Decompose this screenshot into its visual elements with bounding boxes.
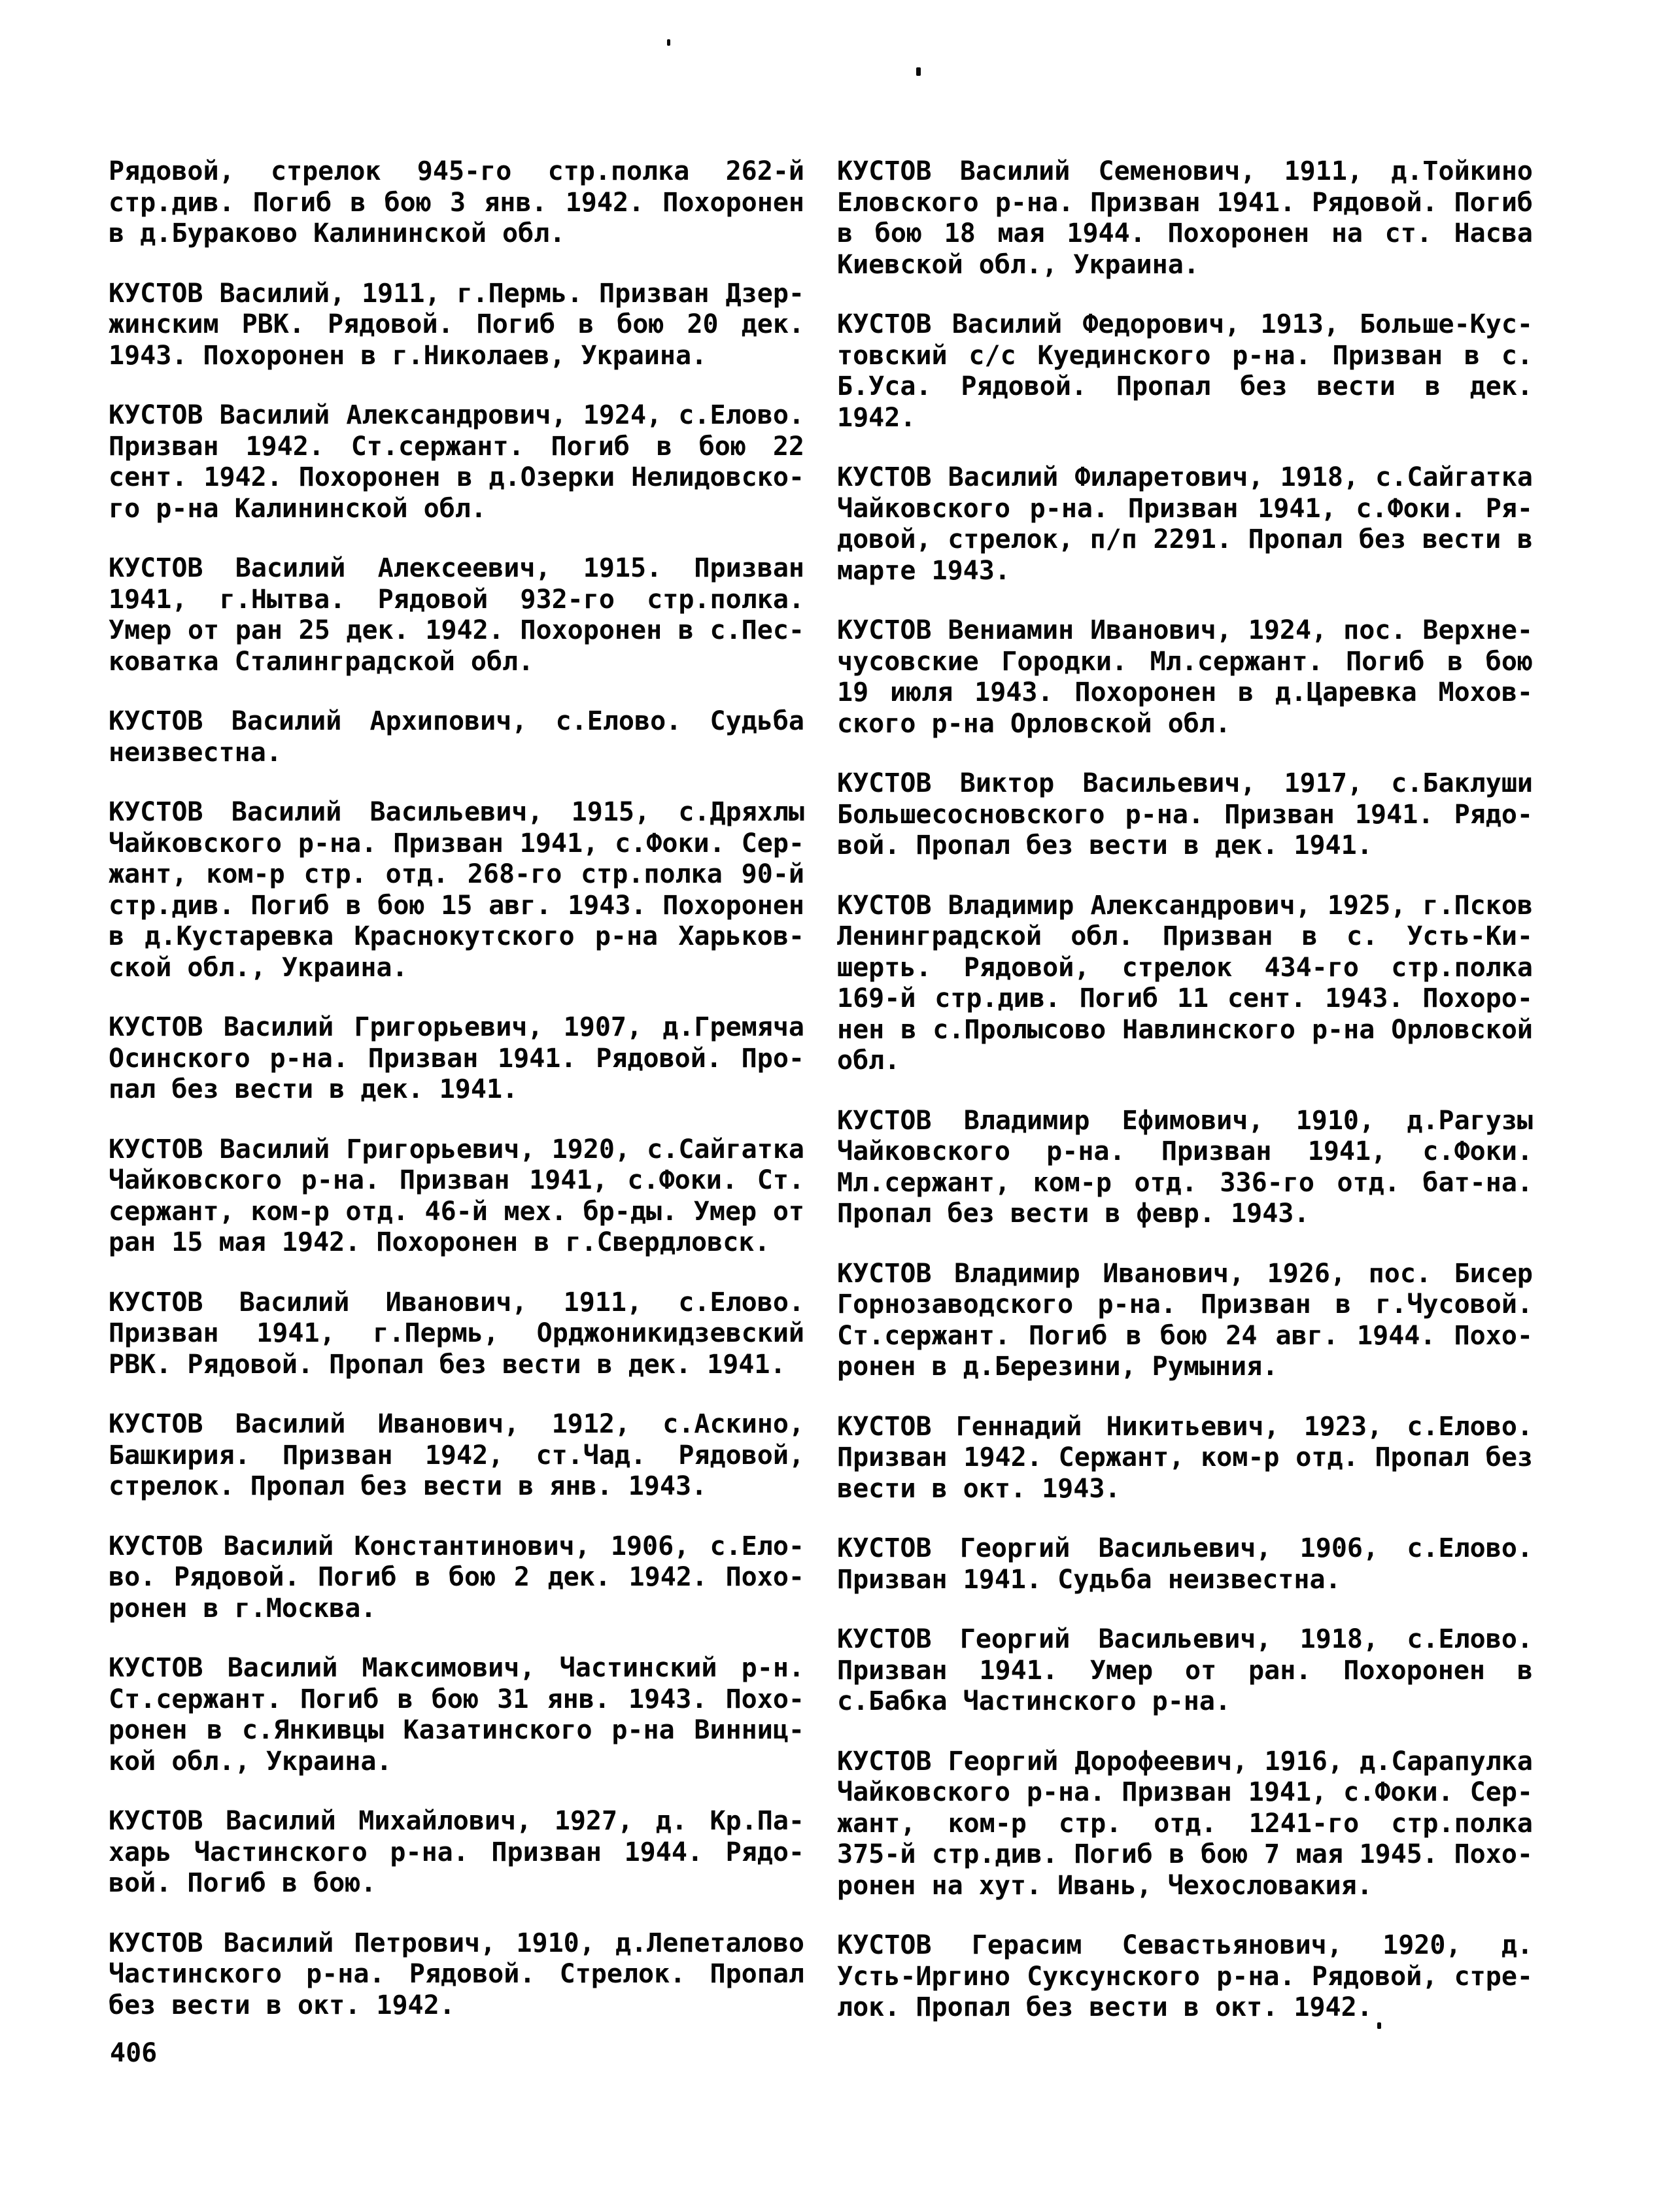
- memorial-entry: [109, 797, 804, 983]
- entry-line: обл.: [837, 1046, 900, 1076]
- entry-line: КУСТОВ Василий Константинович, 1906, с.Ело-: [109, 1531, 804, 1561]
- entry-line: КУСТОВ Василий Иванович, 1912, с.Аскино,: [109, 1409, 804, 1439]
- entry-line: сержант, ком-р отд. 46-й мех. бр-ды. Умер от: [109, 1196, 804, 1227]
- memorial-entry: [837, 615, 1533, 740]
- scan-speck: [916, 67, 921, 76]
- entry-line: в д.Кустаревка Краснокутского р-на Харьков-: [109, 921, 804, 951]
- entry-line: Ленинградской обл. Призван в с. Усть-Ки-: [837, 921, 1533, 951]
- memorial-entry: [837, 1533, 1533, 1595]
- entry-line: Чайковского р-на. Призван 1941, с.Фоки.: [837, 1136, 1533, 1166]
- entry-line: Чайковского р-на. Призван 1941, с.Фоки. Сер-: [109, 828, 804, 859]
- page-number: 406: [110, 2038, 158, 2068]
- entry-line: пал без вести в дек. 1941.: [109, 1074, 519, 1104]
- entry-line: чусовские Городки. Мл.сержант. Погиб в бою: [837, 646, 1533, 677]
- entry-line: сент. 1942. Похоронен в д.Озерки Нелидовско-: [109, 462, 804, 492]
- entry-line: КУСТОВ Василий Иванович, 1911, с.Елово.: [109, 1287, 804, 1318]
- memorial-entry: [109, 1531, 804, 1625]
- entry-line: Призван 1941, г.Пермь, Орджоникидзевский: [109, 1318, 804, 1348]
- entry-line: ронен в с.Янкивцы Казатинского р-на Винниц-: [109, 1715, 804, 1745]
- entry-line: КУСТОВ Василий Александрович, 1924, с.Елово.: [109, 400, 804, 430]
- entry-line: харь Частинского р-на. Призван 1944. Рядо-: [109, 1837, 804, 1867]
- entry-line: вой. Пропал без вести в дек. 1941.: [837, 830, 1373, 860]
- entry-line: Чайковского р-на. Призван 1941, с.Фоки. Сер-: [837, 1777, 1533, 1807]
- entry-line: ского р-на Орловской обл.: [837, 708, 1231, 739]
- entry-line: Ст.сержант. Погиб в бою 31 янв. 1943. Похо-: [109, 1684, 804, 1714]
- entry-line: КУСТОВ Георгий Дорофеевич, 1916, д.Сарапулка: [837, 1746, 1533, 1777]
- entry-line: ронен на хут. Ивань, Чехословакия.: [837, 1870, 1373, 1901]
- entry-line: КУСТОВ Владимир Иванович, 1926, пос. Бисер: [837, 1258, 1533, 1289]
- entry-line: Призван 1941. Судьба неизвестна.: [837, 1564, 1341, 1595]
- memorial-entry: [109, 1134, 804, 1259]
- entry-line: Пропал без вести в февр. 1943.: [837, 1199, 1310, 1229]
- entry-line: 375-й стр.див. Погиб в бою 7 мая 1945. Похо-: [837, 1839, 1533, 1869]
- entry-line: товский с/с Куединского р-на. Призван в с.: [837, 340, 1533, 371]
- entry-line: Мл.сержант, ком-р отд. 336-го отд. бат-на.: [837, 1167, 1533, 1198]
- column-left: [109, 156, 804, 2050]
- entry-line: Усть-Иргино Суксунского р-на. Рядовой, стре-: [837, 1961, 1533, 1992]
- entry-line: 1941, г.Нытва. Рядовой 932-го стр.полка.: [109, 584, 804, 615]
- entry-line: КУСТОВ Вениамин Иванович, 1924, пос. Верхне-: [837, 615, 1533, 645]
- entry-line: нен в с.Пролысово Навлинского р-на Орловской: [837, 1014, 1533, 1045]
- entry-line: без вести в окт. 1942.: [109, 1990, 455, 2020]
- entry-line: Рядовой, стрелок 945-го стр.полка 262-й: [109, 156, 804, 186]
- entry-line: стрелок. Пропал без вести в янв. 1943.: [109, 1471, 708, 1501]
- entry-line: в бою 18 мая 1944. Похоронен на ст. Насва: [837, 218, 1533, 248]
- entry-line: Призван 1942. Сержант, ком-р отд. Пропал без: [837, 1442, 1533, 1472]
- memorial-entry: [109, 1653, 804, 1777]
- memorial-entry: [837, 309, 1533, 434]
- entry-line: КУСТОВ Василий Алексеевич, 1915. Призван: [109, 553, 804, 583]
- entry-line: неизвестна.: [109, 737, 282, 768]
- memorial-entry: [837, 1746, 1533, 1902]
- entry-line: КУСТОВ Василий, 1911, г.Пермь. Призван Дзер-: [109, 278, 804, 309]
- entry-line: РВК. Рядовой. Пропал без вести в дек. 1941.: [109, 1349, 786, 1380]
- entry-line: в д.Бураково Калининской обл.: [109, 218, 566, 248]
- memorial-entry: [109, 1928, 804, 2022]
- entry-line: Большесосновского р-на. Призван 1941. Рядо-: [837, 799, 1533, 830]
- entry-line: вести в окт. 1943.: [837, 1473, 1121, 1504]
- entry-line: с.Бабка Частинского р-на.: [837, 1686, 1231, 1716]
- entry-line: КУСТОВ Владимир Александрович, 1925, г.Псков: [837, 890, 1533, 921]
- memorial-entry: [109, 400, 804, 524]
- memorial-entry: [109, 1806, 804, 1899]
- entry-line: Умер от ран 25 дек. 1942. Похоронен в с.Пес-: [109, 615, 804, 645]
- entry-line: ской обл., Украина.: [109, 952, 408, 983]
- memorial-entry: [837, 1930, 1533, 2024]
- entry-line: шерть. Рядовой, стрелок 434-го стр.полка: [837, 952, 1533, 983]
- entry-line: 19 июля 1943. Похоронен в д.Царевка Мохов-: [837, 677, 1533, 707]
- entry-line: КУСТОВ Василий Максимович, Частинский р-н.: [109, 1653, 804, 1683]
- memorial-entry: [109, 1012, 804, 1106]
- entry-line: Призван 1941. Умер от ран. Похоронен в: [837, 1655, 1533, 1686]
- entry-line: довой, стрелок, п/п 2291. Пропал без вести в: [837, 524, 1533, 554]
- entry-line: Горнозаводского р-на. Призван в г.Чусовой.: [837, 1289, 1533, 1319]
- memorial-entry: [837, 1624, 1533, 1718]
- entry-line: ран 15 мая 1942. Похоронен в г.Свердловск.: [109, 1227, 770, 1257]
- entry-line: КУСТОВ Георгий Васильевич, 1918, с.Елово.: [837, 1624, 1533, 1654]
- memorial-entry: [837, 156, 1533, 281]
- entry-line: коватка Сталинградской обл.: [109, 646, 534, 677]
- memorial-entry: [109, 553, 804, 677]
- entry-line: лок. Пропал без вести в окт. 1942.: [837, 1992, 1373, 2022]
- memorial-entry: [109, 156, 804, 250]
- entry-line: 1942.: [837, 402, 916, 433]
- entry-line: Чайковского р-на. Призван 1941, с.Фоки. Ря-: [837, 493, 1533, 524]
- entry-line: стр.див. Погиб в бою 3 янв. 1942. Похоронен: [109, 187, 804, 218]
- entry-line: Еловского р-на. Призван 1941. Рядовой. Погиб: [837, 187, 1533, 218]
- entry-line: КУСТОВ Владимир Ефимович, 1910, д.Рагузы: [837, 1105, 1533, 1136]
- memorial-entry: [837, 768, 1533, 862]
- entry-line: Частинского р-на. Рядовой. Стрелок. Пропал: [109, 1959, 804, 1989]
- entry-line: кой обл., Украина.: [109, 1746, 392, 1777]
- scan-speck: [667, 39, 670, 46]
- entry-line: КУСТОВ Георгий Васильевич, 1906, с.Елово.: [837, 1533, 1533, 1563]
- memorial-entry: [837, 1106, 1533, 1230]
- memorial-entry: [109, 1287, 804, 1381]
- entry-line: 1943. Похоронен в г.Николаев, Украина.: [109, 340, 708, 371]
- entry-line: во. Рядовой. Погиб в бою 2 дек. 1942. Похо-: [109, 1562, 804, 1592]
- column-right: [837, 156, 1533, 2052]
- entry-line: ронен в г.Москва.: [109, 1593, 377, 1624]
- entry-line: Чайковского р-на. Призван 1941, с.Фоки. Ст.: [109, 1165, 804, 1195]
- entry-line: КУСТОВ Василий Григорьевич, 1907, д.Гремяча: [109, 1012, 804, 1042]
- entry-line: Башкирия. Призван 1942, ст.Чад. Рядовой,: [109, 1440, 804, 1471]
- entry-line: ронен в д.Березини, Румыния.: [837, 1352, 1278, 1382]
- entry-line: го р-на Калининской обл.: [109, 493, 487, 524]
- entry-line: КУСТОВ Василий Архипович, с.Елово. Судьба: [109, 706, 804, 736]
- entry-line: Киевской обл., Украина.: [837, 249, 1199, 280]
- entry-line: жант, ком-р стр. отд. 268-го стр.полка 90-й: [109, 859, 804, 889]
- entry-line: КУСТОВ Василий Федорович, 1913, Больше-Кус-: [837, 309, 1533, 339]
- entry-line: Б.Уса. Рядовой. Пропал без вести в дек.: [837, 371, 1533, 401]
- entry-line: жант, ком-р стр. отд. 1241-го стр.полка: [837, 1808, 1533, 1839]
- memorial-entry: [109, 1409, 804, 1503]
- entry-line: КУСТОВ Василий Петрович, 1910, д.Лепеталово: [109, 1928, 804, 1958]
- entry-line: жинским РВК. Рядовой. Погиб в бою 20 дек.: [109, 309, 804, 339]
- memorial-entry: [837, 1259, 1533, 1383]
- entry-line: марте 1943.: [837, 555, 1010, 586]
- entry-line: КУСТОВ Василий Филаретович, 1918, с.Сайгатка: [837, 462, 1533, 492]
- entry-line: стр.див. Погиб в бою 15 авг. 1943. Похоронен: [109, 890, 804, 921]
- entry-line: КУСТОВ Василий Васильевич, 1915, с.Дряхлы: [109, 797, 804, 827]
- entry-line: 169-й стр.див. Погиб 11 сент. 1943. Похоро-: [837, 983, 1533, 1013]
- entry-line: КУСТОВ Василий Семенович, 1911, д.Тойкино: [837, 156, 1533, 186]
- entry-line: КУСТОВ Василий Григорьевич, 1920, с.Сайгатка: [109, 1134, 804, 1165]
- memorial-entry: [837, 891, 1533, 1077]
- entry-line: КУСТОВ Геннадий Никитьевич, 1923, с.Елово.: [837, 1411, 1533, 1442]
- memorial-entry: [109, 706, 804, 768]
- memorial-entry: [837, 462, 1533, 587]
- entry-line: вой. Погиб в бою.: [109, 1868, 377, 1898]
- entry-line: Призван 1942. Ст.сержант. Погиб в бою 22: [109, 431, 804, 462]
- memorial-entry: [109, 279, 804, 372]
- memorial-entry: [837, 1412, 1533, 1505]
- entry-line: КУСТОВ Василий Михайлович, 1927, д. Кр.Па-: [109, 1806, 804, 1836]
- entry-line: КУСТОВ Герасим Севастьянович, 1920, д.: [837, 1930, 1533, 1960]
- entry-line: КУСТОВ Виктор Васильевич, 1917, с.Баклуши: [837, 768, 1533, 798]
- entry-line: Осинского р-на. Призван 1941. Рядовой. Про-: [109, 1043, 804, 1074]
- entry-line: Ст.сержант. Погиб в бою 24 авг. 1944. Похо-: [837, 1320, 1533, 1351]
